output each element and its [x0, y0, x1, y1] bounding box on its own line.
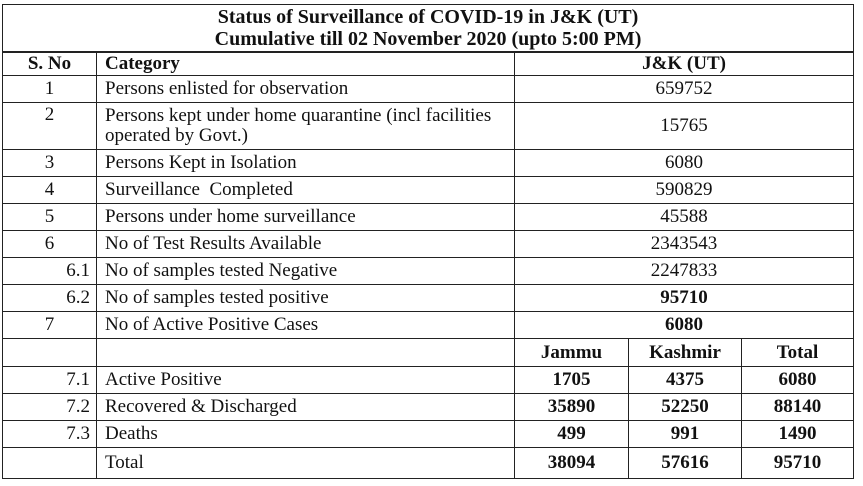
total-total: 95710 — [742, 448, 854, 479]
row-sno: 3 — [3, 150, 97, 177]
header-jammu: Jammu — [515, 339, 629, 367]
empty-cell — [3, 448, 97, 479]
row-sno: 6.2 — [3, 285, 97, 312]
surveillance-report-table — [2, 4, 853, 482]
total-kashmir: 57616 — [629, 448, 742, 479]
table-row — [3, 312, 854, 339]
row-sno: 4 — [3, 177, 97, 204]
header-sno: S. No — [3, 52, 97, 76]
title-line-1: Status of Surveillance of COVID-19 in J&K (UT) — [217, 6, 639, 28]
row-category: Persons enlisted for observation — [97, 76, 515, 103]
table-row — [3, 177, 854, 204]
row-category: Active Positive — [97, 367, 515, 394]
region-row — [3, 421, 854, 448]
table-row — [3, 76, 854, 103]
row-sno: 2 — [3, 103, 97, 150]
row-sno: 7.3 — [3, 421, 97, 448]
row-value: 659752 — [515, 76, 854, 103]
row-value: 590829 — [515, 177, 854, 204]
row-total: 6080 — [742, 367, 854, 394]
region-row — [3, 394, 854, 421]
row-category: Surveillance Completed — [97, 177, 515, 204]
row-value: 6080 — [515, 312, 854, 339]
row-sno: 6.1 — [3, 258, 97, 285]
region-header-row — [3, 339, 854, 367]
row-sno: 7 — [3, 312, 97, 339]
total-label: Total — [97, 448, 515, 479]
report-title — [3, 5, 854, 53]
row-value: 2343543 — [515, 231, 854, 258]
row-category: Recovered & Discharged — [97, 394, 515, 421]
row-kashmir: 4375 — [629, 367, 742, 394]
row-category: Persons under home surveillance — [97, 204, 515, 231]
row-total: 1490 — [742, 421, 854, 448]
row-sno: 5 — [3, 204, 97, 231]
row-jammu: 35890 — [515, 394, 629, 421]
table-row — [3, 258, 854, 285]
header-category: Category — [97, 52, 515, 76]
row-value: 15765 — [515, 103, 854, 150]
row-category: Persons Kept in Isolation — [97, 150, 515, 177]
row-category: No of samples tested Negative — [97, 258, 515, 285]
total-row — [3, 448, 854, 479]
title-row — [3, 5, 854, 53]
total-jammu: 38094 — [515, 448, 629, 479]
region-row — [3, 367, 854, 394]
table-row — [3, 285, 854, 312]
row-sno: 7.1 — [3, 367, 97, 394]
row-sno: 1 — [3, 76, 97, 103]
empty-cell — [3, 339, 97, 367]
table-row — [3, 150, 854, 177]
header-row — [3, 52, 854, 76]
row-sno: 6 — [3, 231, 97, 258]
row-category: Persons kept under home quarantine (incl facilities operated by Govt.) — [97, 103, 515, 150]
row-value: 45588 — [515, 204, 854, 231]
table-row — [3, 231, 854, 258]
row-value: 95710 — [515, 285, 854, 312]
row-category: No of Test Results Available — [97, 231, 515, 258]
header-value: J&K (UT) — [515, 52, 854, 76]
row-kashmir: 991 — [629, 421, 742, 448]
row-jammu: 1705 — [515, 367, 629, 394]
row-total: 88140 — [742, 394, 854, 421]
row-category: No of samples tested positive — [97, 285, 515, 312]
table-row — [3, 103, 854, 150]
header-kashmir: Kashmir — [629, 339, 742, 367]
title-line-2: Cumulative till 02 November 2020 (upto 5:00 PM) — [214, 28, 642, 50]
row-category: Deaths — [97, 421, 515, 448]
row-jammu: 499 — [515, 421, 629, 448]
row-kashmir: 52250 — [629, 394, 742, 421]
header-total: Total — [742, 339, 854, 367]
empty-cell — [97, 339, 515, 367]
row-value: 2247833 — [515, 258, 854, 285]
table-row — [3, 204, 854, 231]
row-category: No of Active Positive Cases — [97, 312, 515, 339]
row-value: 6080 — [515, 150, 854, 177]
row-sno: 7.2 — [3, 394, 97, 421]
